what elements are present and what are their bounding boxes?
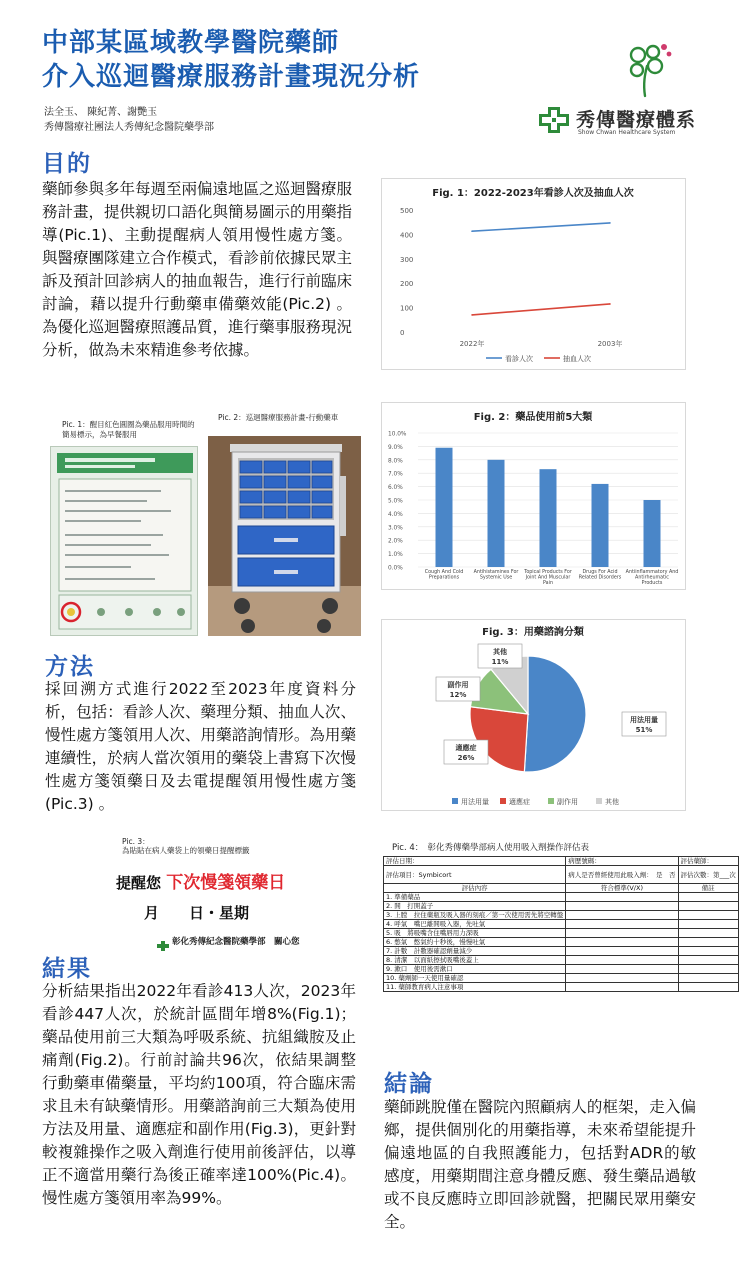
pic3-remind-highlight: 下次慢箋領藥日 <box>166 873 286 893</box>
fig1-data-point <box>609 222 611 224</box>
pic4-header-cell: 評估次數：第___次 <box>678 866 738 884</box>
fig3-legend-label: 適應症 <box>509 798 530 806</box>
pic4-caption: Pic. 4： 彰化秀傳藥學部病人使用吸入劑操作評估表 <box>392 843 590 853</box>
pic4-item-row <box>384 947 739 956</box>
pic4-item-label: 1. 準備藥品 <box>384 893 566 902</box>
fig1-series-line <box>472 223 610 231</box>
fig2-bar <box>436 448 453 567</box>
purpose-text: 藥師參與多年每週至兩偏遠地區之巡迴醫療服務計畫，提供親切口語化與簡易圖示的用藥指導(Pic.1)、主動提醒病人領用慢性處方箋。與醫療團隊建立合作模式，看診前依據民眾主訴及預計回診病人的抽血報告，進行行前臨床討論，藉以提升行動藥車備藥效能(Pic.2) 。為優化巡迴醫療照護品質，進行藥事服務現況分析，做為未來精進參考依據。 <box>42 180 353 359</box>
pic3-hospital-cross-icon <box>156 936 170 946</box>
fig3-legend-swatch <box>500 798 506 804</box>
fig2-x-tick-label <box>626 569 679 586</box>
pic4-item-check <box>566 929 678 938</box>
pic4-item-row <box>384 956 739 965</box>
fig3-slice-name: 其他 <box>493 648 507 656</box>
pic4-item-label: 10. 藥劑師一天使用量確認 <box>384 974 566 983</box>
pic4-item-row <box>384 983 739 992</box>
pic4-item-note <box>678 974 738 983</box>
methods-heading: 方法 <box>45 654 95 680</box>
pic4-item-check <box>566 920 678 929</box>
logo-text: 秀傳醫療體系 <box>576 109 697 131</box>
fig2-x-tick-label-line: Cough And Cold <box>424 570 464 575</box>
logo-subtext: Show Chwan Healthcare System <box>578 129 676 136</box>
pic4-column-header: 備註 <box>678 884 738 893</box>
poster-title-line1: 中部某區域教學醫院藥師 <box>42 28 340 58</box>
fig3-legend-swatch <box>596 798 602 804</box>
fig1-y-tick-label: 300 <box>400 255 414 264</box>
fig1-data-point <box>609 303 611 305</box>
pic4-header-cell: 病人是否曾經使用此吸入劑： 是 否 <box>566 866 678 884</box>
pic4-item-note <box>678 947 738 956</box>
fig1-series-line <box>472 304 610 315</box>
pic4-item-row <box>384 929 739 938</box>
fig2-x-tick-label-line: Products <box>641 580 663 586</box>
fig2-bar <box>488 460 505 567</box>
authors: 法全玉、 陳紀菁、謝艷玉 <box>44 107 158 118</box>
fig1-chart <box>381 178 686 370</box>
fig1-x-tick-label: 2003年 <box>597 340 623 348</box>
pic4-item-label: 4. 呼氣 嘴巴離開吸入器，先吐氣 <box>384 920 566 929</box>
fig1-title: Fig. 1：2022-2023年看診人次及抽血人次 <box>432 188 634 199</box>
fig2-x-tick-label-line: Drugs For Acid <box>582 570 618 575</box>
pic4-column-header: 評估內容 <box>384 884 566 893</box>
fig3-legend-label: 用法用量 <box>461 798 489 806</box>
fig3-slice-name: 適應症 <box>455 744 477 752</box>
pic4-item-check <box>566 983 678 992</box>
fig2-x-tick-label <box>474 569 519 580</box>
fig1-data-point <box>471 230 473 232</box>
fig2-x-tick-label-line: Antiinflammatory And <box>625 570 679 575</box>
pic4-item-note <box>678 983 738 992</box>
methods-text: 採回溯方式進行2022至2023年度資料分析，包括：看診人次、藥理分類、抽血人次、慢性處方箋領用人次、用藥諮詢情形。為用藥連續性，於病人當次領用的藥袋上書寫下次慢性處方箋領藥日及去電提醒領用慢性處方箋(Pic.3) 。 <box>45 680 356 813</box>
pic4-item-check <box>566 974 678 983</box>
pic3-caption-line2: 為貼貼在病人藥袋上的領藥日提醒標籤 <box>122 846 250 855</box>
pic4-item-label: 2. 開 打開蓋子 <box>384 902 566 911</box>
fig2-x-tick-label <box>425 569 464 580</box>
fig2-y-tick-label: 10.0% <box>388 431 407 438</box>
pic3-footer: 彰化秀傳紀念醫院藥學部 關心您 <box>172 937 300 947</box>
fig3-slice-name: 副作用 <box>447 681 469 689</box>
fig1-y-tick-label: 0 <box>400 329 405 337</box>
pic4-item-note <box>678 965 738 974</box>
pic4-header-cell: 評估藥師： <box>678 857 738 866</box>
pic4-header-cell: 病歷號碼： <box>566 857 678 866</box>
pic4-item-check <box>566 902 678 911</box>
fig3-slice-percent: 26% <box>457 754 475 762</box>
fig2-bar <box>644 500 661 567</box>
pic4-header-cell: 評估日期： <box>384 857 566 866</box>
fig2-y-tick-label: 0.0% <box>388 565 403 572</box>
fig2-x-tick-label-line: Related Disorders <box>578 575 622 581</box>
fig2-x-tick-label-line: Antihistamines For <box>473 570 519 575</box>
fig3-title: Fig. 3：用藥諮詢分類 <box>482 627 584 638</box>
fig3-slice-percent: 11% <box>491 658 509 666</box>
pic3-date-line: 月 日・星期 <box>144 904 250 922</box>
pic2-medicine-cart-image <box>208 436 361 636</box>
fig2-x-tick-label <box>579 569 622 580</box>
fig1-y-tick-label: 200 <box>400 280 414 289</box>
pic2-caption: Pic. 2：巡迴醫療服務計畫-行動藥車 <box>218 413 339 422</box>
fig2-chart <box>381 402 686 590</box>
results-heading: 結果 <box>42 956 92 982</box>
pic4-item-check <box>566 965 678 974</box>
purpose-heading: 目的 <box>42 151 92 177</box>
fig2-y-tick-label: 5.0% <box>388 498 403 505</box>
fig2-bar <box>592 484 609 567</box>
pic4-item-note <box>678 893 738 902</box>
fig2-y-tick-label: 7.0% <box>388 471 403 478</box>
fig3-slice <box>524 656 586 772</box>
pic4-item-label: 6. 憋氣 憋氣約十秒後，慢慢吐氣 <box>384 938 566 947</box>
pic4-item-note <box>678 929 738 938</box>
pic4-item-note <box>678 938 738 947</box>
pic4-item-label: 3. 上膛 拉住藥瓶及吸入器的刻痕／第一次使用需先將空轉盤 <box>384 911 566 920</box>
fig3-legend-swatch <box>452 798 458 804</box>
fig2-x-tick-label-line: Antirheumatic <box>635 575 669 581</box>
fig1-y-tick-label: 500 <box>400 207 414 215</box>
fig3-legend-label: 副作用 <box>557 798 578 806</box>
fig2-y-tick-label: 9.0% <box>388 444 403 451</box>
pic4-item-label: 7. 計數 計數器確認劑量減少 <box>384 947 566 956</box>
fig1-legend-label: 看診人次 <box>505 355 533 363</box>
pic4-item-row <box>384 911 739 920</box>
fig2-x-tick-label-line: Topical Products For <box>524 570 572 575</box>
affiliation: 秀傳醫療社團法人秀傳紀念醫院藥學部 <box>44 122 214 133</box>
fig2-x-tick-label-line: Preparations <box>428 575 460 581</box>
poster-title-line2: 介入巡迴醫療服務計畫現況分析 <box>42 62 421 92</box>
pic4-item-note <box>678 920 738 929</box>
fig3-legend-swatch <box>548 798 554 804</box>
pic4-assessment-form <box>383 856 736 992</box>
pic3-caption-line1: Pic. 3： <box>122 837 150 846</box>
pic4-item-row <box>384 965 739 974</box>
pic4-header-cell: 評估項目：Symbicort <box>384 866 566 884</box>
conclusion-text: 藥師跳脫僅在醫院內照顧病人的框架，走入偏鄉，提供個別化的用藥指導，未來希望能提升偏遠地區的自我照護能力，包括對ADR的敏感度，用藥期間注意身體反應、發生藥品過敏或不良反應時立即回診就醫，把關民眾用藥安全。 <box>384 1098 696 1231</box>
fig2-y-tick-label: 8.0% <box>388 458 403 465</box>
conclusion-heading: 結論 <box>384 1071 434 1097</box>
pic1-medication-bag-image <box>50 446 198 636</box>
fig2-y-tick-label: 3.0% <box>388 525 403 532</box>
fig2-x-tick-label <box>523 569 572 586</box>
fig3-slice-percent: 12% <box>449 691 467 699</box>
pic4-item-label: 5. 吸 將吸嘴含住嘴唇用力深吸 <box>384 929 566 938</box>
pic4-item-check <box>566 893 678 902</box>
pic3-reminder <box>116 868 285 893</box>
pic4-item-check <box>566 911 678 920</box>
pic1-caption: Pic. 1：醒目紅色圓圈為藥品服用時間的簡易標示，為早餐服用 <box>62 420 195 439</box>
pic4-item-row <box>384 920 739 929</box>
clover-logo-icon <box>615 38 675 100</box>
pic4-item-row <box>384 974 739 983</box>
fig2-y-tick-label: 1.0% <box>388 552 403 559</box>
fig3-slice-percent: 51% <box>635 726 653 734</box>
pic4-column-header: 符合標準(V/X) <box>566 884 678 893</box>
pic4-item-row <box>384 893 739 902</box>
fig1-data-point <box>471 314 473 316</box>
pic4-item-note <box>678 902 738 911</box>
fig1-x-tick-label: 2022年 <box>459 340 485 348</box>
pic4-item-check <box>566 938 678 947</box>
pic4-item-row <box>384 902 739 911</box>
fig3-slice-name: 用法用量 <box>630 716 658 724</box>
hospital-cross-logo-icon <box>537 105 571 135</box>
pic3-remind-prefix: 提醒您 <box>116 874 167 892</box>
fig2-title: Fig. 2：藥品使用前5大類 <box>473 412 593 423</box>
fig2-bar <box>540 469 557 567</box>
fig2-y-tick-label: 2.0% <box>388 538 403 545</box>
fig2-x-tick-label-line: Pain <box>543 580 553 586</box>
fig1-y-tick-label: 100 <box>400 304 414 313</box>
pic4-item-row <box>384 938 739 947</box>
fig2-x-tick-label-line: Joint And Muscular <box>525 575 571 581</box>
fig1-y-tick-label: 400 <box>400 231 414 240</box>
fig2-y-tick-label: 6.0% <box>388 485 403 492</box>
pic4-item-note <box>678 956 738 965</box>
pic4-item-label: 9. 漱口 使用後需漱口 <box>384 965 566 974</box>
pic4-item-check <box>566 956 678 965</box>
pic4-item-label: 8. 清潔 以面紙擦拭吸嘴後蓋上 <box>384 956 566 965</box>
fig2-y-tick-label: 4.0% <box>388 511 403 518</box>
fig2-x-tick-label-line: Systemic Use <box>479 575 513 581</box>
fig1-legend-label: 抽血人次 <box>563 355 591 363</box>
pic4-item-note <box>678 911 738 920</box>
pic4-item-label: 11. 藥師教育病人注意事項 <box>384 983 566 992</box>
fig3-legend-label: 其他 <box>605 798 619 806</box>
results-text: 分析結果指出2022年看診413人次，2023年看診447人次，於統計區間年增8%(Fig.1)；藥品使用前三大類為呼吸系統、抗組織胺及止痛劑(Fig.2)。行前討論共96次，依結果調整行動藥車備藥量，平均約100項，符合臨床需求且未有缺藥情形。用藥諮詢前三大類為使用方法及用量、適應症和副作用(Fig.3)，更針對較複雜操作之吸入劑進行使用前後評估，以導正不適當用藥行為後正確率達100%(Pic.4)。慢性處方箋領用率為99%。 <box>42 982 356 1207</box>
fig3-chart <box>381 619 686 811</box>
pic4-item-check <box>566 947 678 956</box>
